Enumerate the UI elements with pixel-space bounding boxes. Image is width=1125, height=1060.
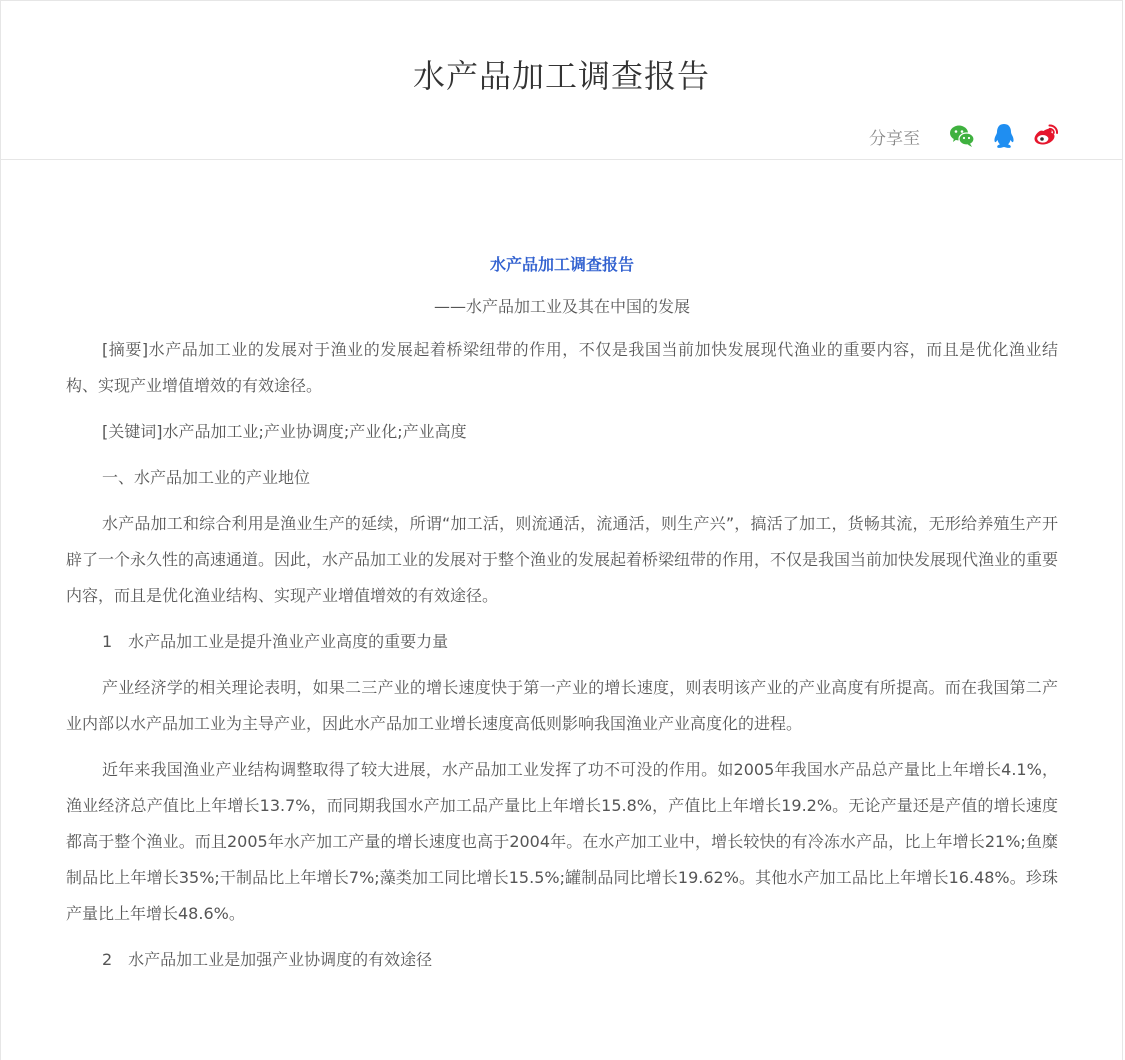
page-title: 水产品加工调查报告 [412,57,710,95]
wechat-icon[interactable] [948,122,976,150]
abstract-paragraph: [摘要]水产品加工业的发展对于渔业的发展起着桥梁纽带的作用，不仅是我国当前加快发展现代渔业的重要内容，而且是优化渔业结构、实现产业增值增效的有效途径。 [66,340,1058,395]
subsection-heading: 1 水产品加工业是提升渔业产业高度的重要力量 [102,632,449,651]
body-paragraph: 近年来我国渔业产业结构调整取得了较大进展，水产品加工业发挥了功不可没的作用。如2005年我国水产品总产量比上年增长4.1%，渔业经济总产值比上年增长13.7%，而同期我国水产加工品产量比上年增长15.8%，产值比上年增长19.2%。无论产量还是产值的增长速度都高于整个渔业。而且2005年水产加工产量的增长速度也高于2004年。在水产加工业中，增长较快的有冷冻水产品，比上年增长21%;鱼糜制品比上年增长35%;干制品比上年增长7%;藻类加工同比增长15.5%;罐制品同比增长19.62%。其他水产加工品比上年增长16.48%。珍珠产量比上年增长48.6%。 [66,760,1058,923]
article-title: 水产品加工调查报告 [489,255,634,274]
qq-icon[interactable] [990,122,1018,150]
section-heading: 一、水产品加工业的产业地位 [102,468,311,487]
article-subtitle: ——水产品加工业及其在中国的发展 [433,297,690,316]
weibo-icon[interactable] [1032,122,1060,150]
body-paragraph: 水产品加工和综合利用是渔业生产的延续，所谓“加工活，则流通活，流通活，则生产兴”，搞活了加工，货畅其流，无形给养殖生产开辟了一个永久性的高速通道。因此，水产品加工业的发展对于整个渔业的发展起着桥梁纽带的作用，不仅是我国当前加快发展现代渔业的重要内容，而且是优化渔业结构、实现产业增值增效的有效途径。 [66,514,1059,605]
share-bar [869,121,1060,151]
share-label: 分享至 [869,128,920,149]
body-paragraph: 产业经济学的相关理论表明，如果二三产业的增长速度快于第一产业的增长速度，则表明该产业的产业高度有所提高。而在我国第二产业内部以水产品加工业为主导产业，因此水产品加工业增长速度高低则影响我国渔业产业高度化的进程。 [66,678,1058,733]
page-header [1,1,1122,160]
subsection-heading: 2 水产品加工业是加强产业协调度的有效途径 [102,950,433,969]
keywords-paragraph: [关键词]水产品加工业;产业协调度;产业化;产业高度 [102,422,467,441]
article-body [66,246,1058,988]
